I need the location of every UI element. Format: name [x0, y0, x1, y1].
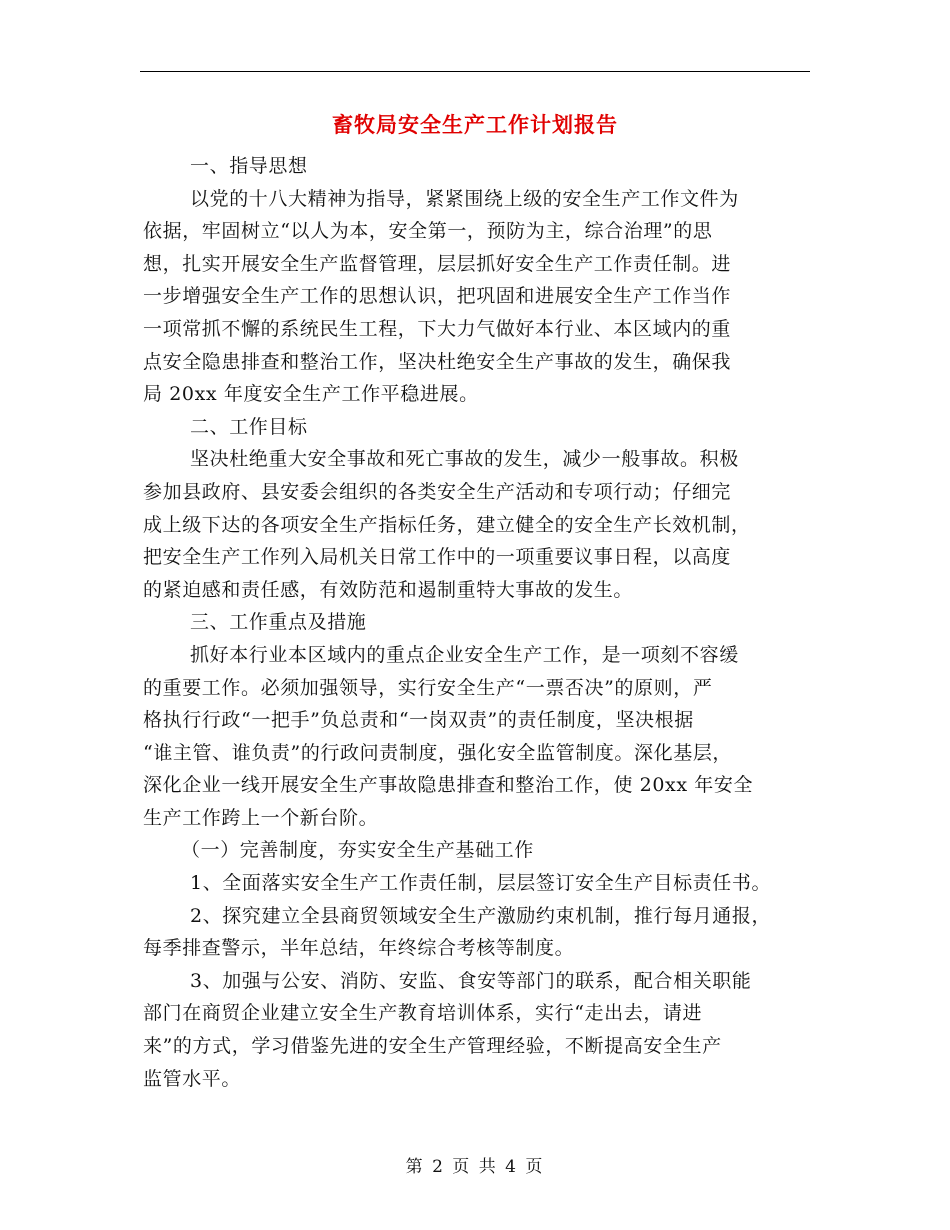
text-line: 一项常抓不懈的系统民生工程，下大力气做好本行业、本区域内的重	[143, 317, 732, 340]
text-line: 局 20xx 年度安全生产工作平稳进展。	[143, 383, 479, 406]
text-line: 点安全隐患排查和整治工作，坚决杜绝安全生产事故的发生，确保我	[143, 350, 732, 373]
text-line: “谁主管、谁负责”的行政问责制度，强化安全监管制度。深化基层，	[143, 741, 733, 764]
page-footer: 第 2 页 共 4 页	[405, 1157, 545, 1177]
text-line: 抓好本行业本区域内的重点企业安全生产工作，是一项刻不容缓	[190, 643, 739, 666]
text-line: 格执行行政“一把手”负总责和“一岗双责”的责任制度，坚决根据	[143, 709, 694, 732]
text-line: 的重要工作。必须加强领导，实行安全生产“一票否决”的原则，严	[143, 676, 713, 699]
text-line: 3、加强与公安、消防、安监、食安等部门的联系，配合相关职能	[190, 969, 752, 992]
text-line: 参加县政府、县安委会组织的各类安全生产活动和专项行动；仔细完	[143, 480, 732, 503]
text-line: 2、探究建立全县商贸领域安全生产激励约束机制，推行每月通报，	[190, 904, 772, 927]
text-line: （一）完善制度，夯实安全生产基础工作	[181, 839, 534, 862]
text-line: 1、全面落实安全生产工作责任制，层层签订安全生产目标责任书。	[190, 872, 772, 895]
header-rule	[140, 71, 810, 72]
text-line: 以党的十八大精神为指导，紧紧围绕上级的安全生产工作文件为	[190, 187, 739, 210]
text-line: 的紧迫感和责任感，有效防范和遏制重特大事故的发生。	[143, 578, 634, 601]
text-line: 坚决杜绝重大安全事故和死亡事故的发生，减少一般事故。积极	[190, 448, 739, 471]
text-line: 想，扎实开展安全生产监督管理，层层抓好安全生产工作责任制。进	[143, 252, 732, 275]
text-line: 每季排查警示，半年总结，年终综合考核等制度。	[143, 937, 575, 960]
text-line: 依据，牢固树立“以人为本，安全第一，预防为主，综合治理”的思	[143, 220, 713, 243]
document-title: 畜牧局安全生产工作计划报告	[332, 112, 618, 137]
text-line: 把安全生产工作列入局机关日常工作中的一项重要议事日程，以高度	[143, 546, 732, 569]
document-body	[143, 150, 813, 1095]
text-line: 来”的方式，学习借鉴先进的安全生产管理经验，不断提高安全生产	[143, 1035, 722, 1058]
text-line: 深化企业一线开展安全生产事故隐患排查和整治工作，使 20xx 年安全	[143, 774, 754, 797]
text-line: 二、工作目标	[190, 415, 308, 438]
text-line: 三、工作重点及措施	[190, 611, 367, 634]
text-line: 监管水平。	[143, 1067, 242, 1090]
text-line: 一、指导思想	[190, 155, 308, 177]
text-line: 成上级下达的各项安全生产指标任务，建立健全的安全生产长效机制，	[143, 513, 751, 536]
text-line: 一步增强安全生产工作的思想认识，把巩固和进展安全生产工作当作	[143, 285, 732, 308]
text-line: 生产工作跨上一个新台阶。	[143, 806, 379, 829]
text-line: 部门在商贸企业建立安全生产教育培训体系，实行“走出去，请进	[143, 1002, 703, 1025]
